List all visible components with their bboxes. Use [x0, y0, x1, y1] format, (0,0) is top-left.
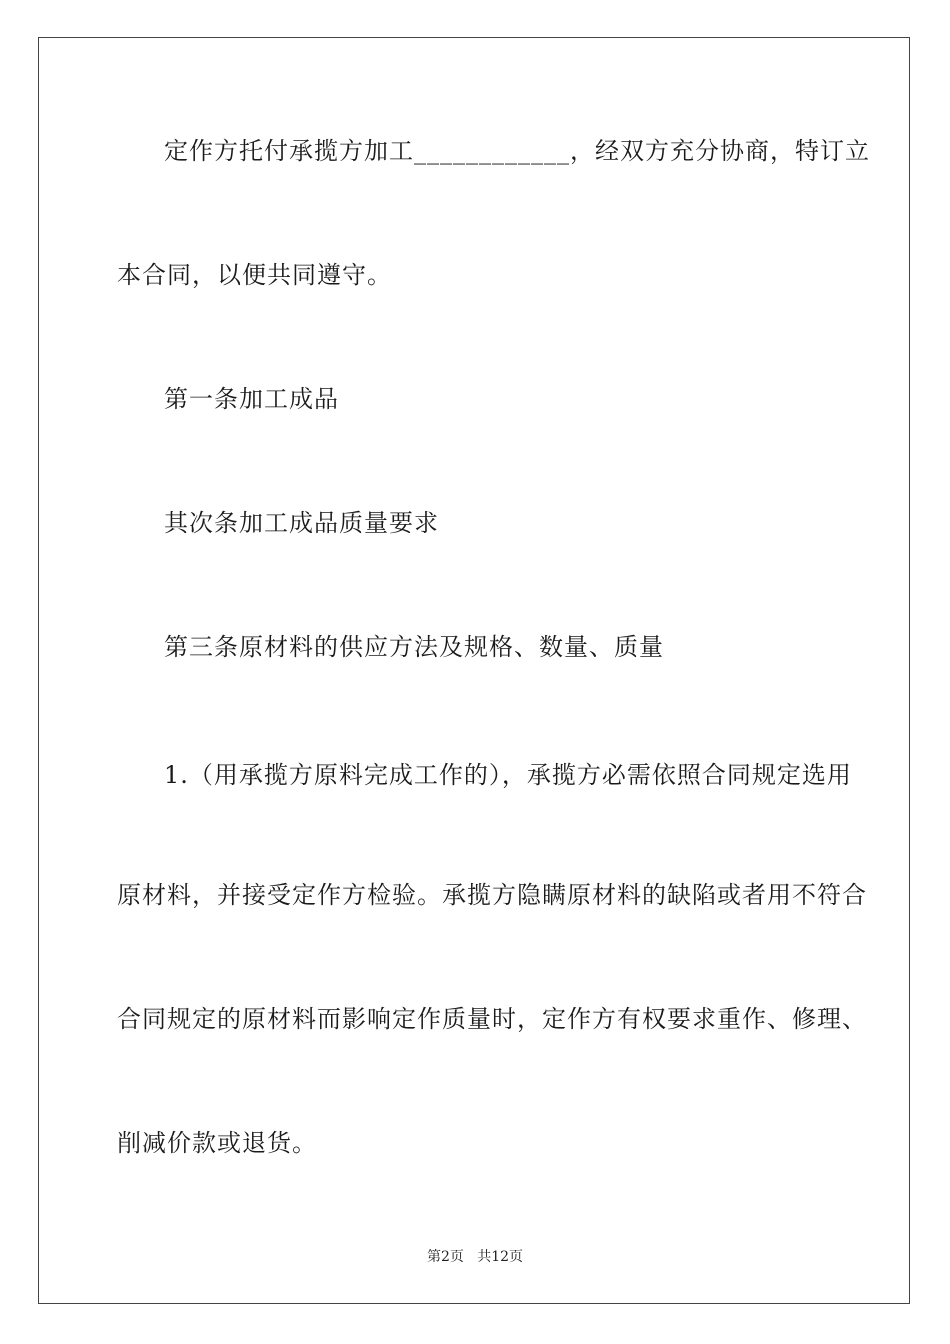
paragraph-line: 定作方托付承揽方加工____________，经双方充分协商，特订立	[164, 137, 870, 165]
paragraph-line: 削减价款或退货。	[117, 1129, 317, 1157]
paragraph-line: 合同规定的原材料而影响定作质量时，定作方有权要求重作、修理、	[117, 1005, 867, 1033]
section-heading: 第三条原材料的供应方法及规格、数量、质量	[164, 633, 664, 661]
section-heading: 其次条加工成品质量要求	[164, 509, 439, 537]
paragraph-line: 本合同，以便共同遵守。	[117, 261, 392, 289]
paragraph-line: 1.（用承揽方原料完成工作的），承揽方必需依照合同规定选用	[164, 761, 852, 789]
paragraph-line: 原材料，并接受定作方检验。承揽方隐瞒原材料的缺陷或者用不符合	[117, 881, 867, 909]
page-border	[38, 37, 910, 1304]
page-number-footer: 第2页 共12页	[426, 1249, 524, 1265]
section-heading: 第一条加工成品	[164, 385, 339, 413]
